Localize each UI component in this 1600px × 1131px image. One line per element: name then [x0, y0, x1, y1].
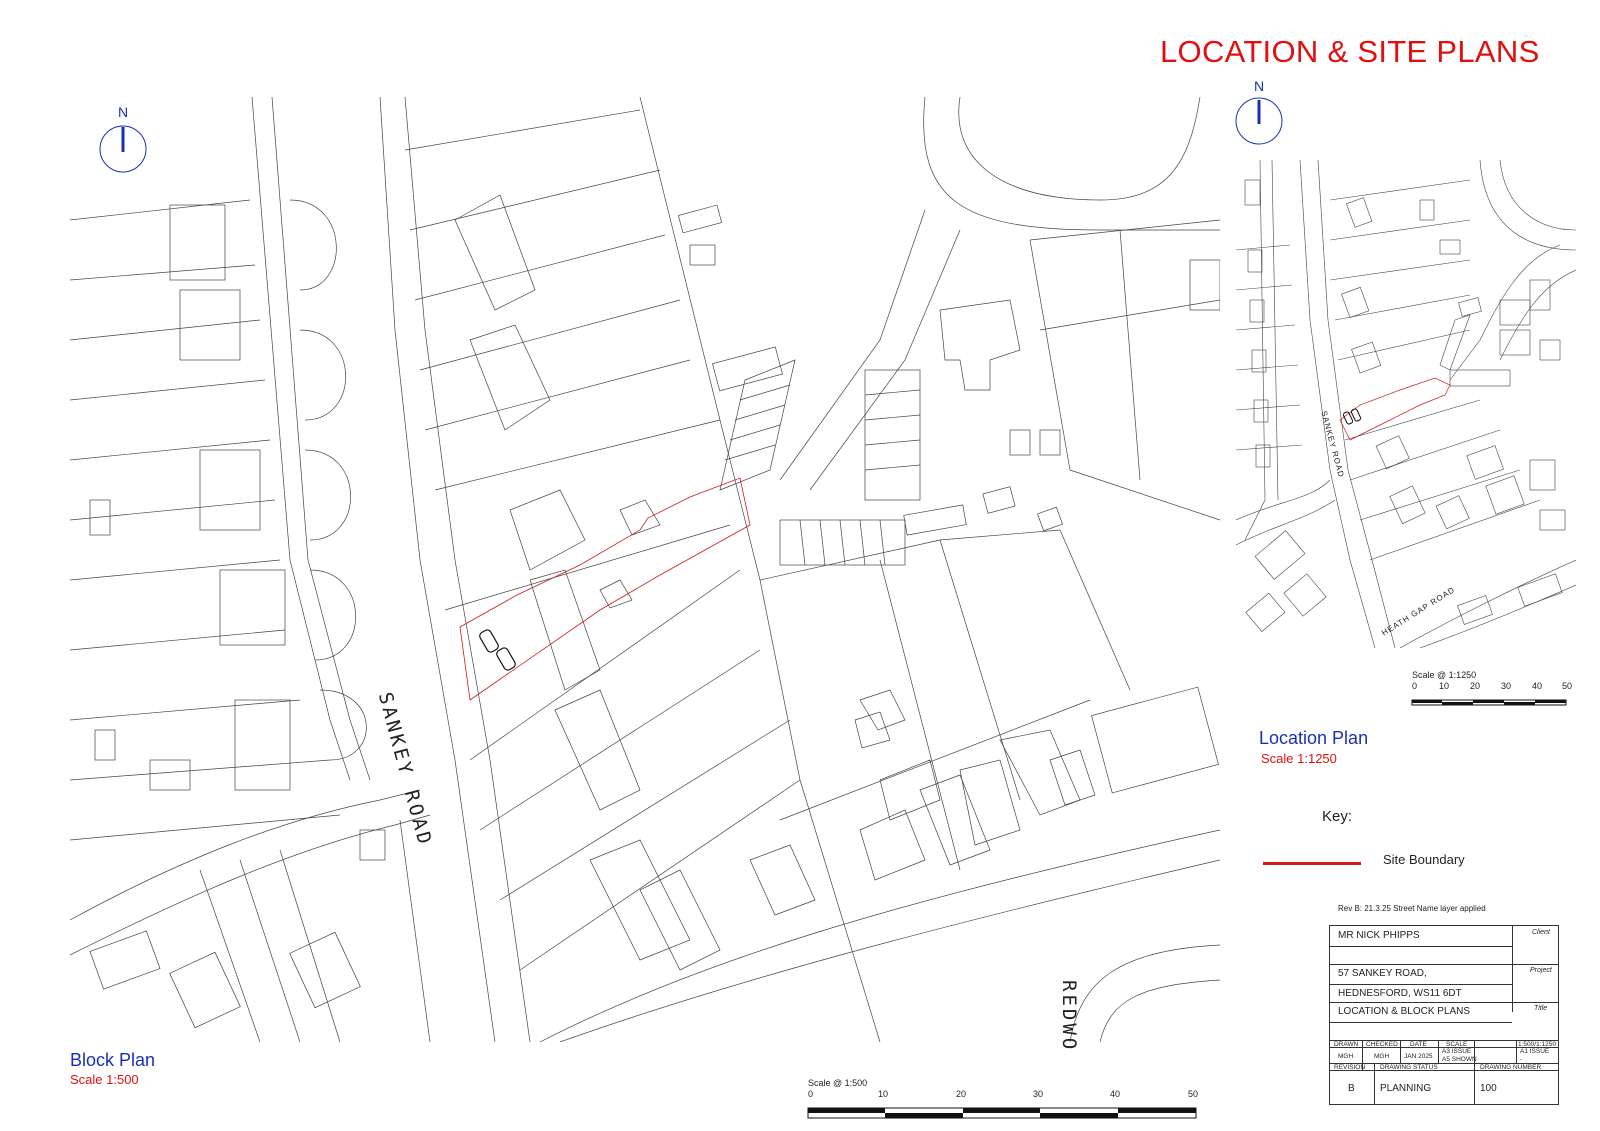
location-plan-title: Location Plan	[1259, 728, 1369, 748]
scalebar-location-tick: 30	[1501, 681, 1512, 691]
key-label-site-boundary: Site Boundary	[1383, 852, 1465, 867]
scalebar-location-tick: 10	[1439, 681, 1450, 691]
scalebar-location-tick: 20	[1470, 681, 1481, 691]
scalebar-block-tick: 50	[1188, 1089, 1199, 1099]
north-label-block: N	[118, 104, 129, 120]
a5-shown-label: A5 SHOWN	[1442, 1056, 1477, 1063]
title-label: Title	[1534, 1005, 1548, 1012]
drawing-title: LOCATION & SITE PLANS	[1160, 34, 1540, 69]
project-line-1: 57 SANKEY ROAD,	[1338, 968, 1427, 979]
drawn-label: DRAWN	[1334, 1041, 1359, 1048]
block-plan-scale: Scale 1:500	[70, 1072, 139, 1087]
site-boundary-swatch	[1263, 862, 1361, 865]
scalebar-location-tick: 50	[1562, 681, 1573, 691]
scalebar-block-tick: 20	[956, 1089, 967, 1099]
block-plan-linework	[70, 97, 1220, 1042]
location-plan-linework	[1236, 160, 1576, 648]
a1-issue-label: A1 ISSUE	[1520, 1048, 1550, 1055]
parked-cars-block	[478, 628, 516, 671]
checked-value: MGH	[1374, 1053, 1390, 1060]
location-plan-scale: Scale 1:1250	[1261, 751, 1337, 766]
parked-cars-location	[1343, 408, 1362, 424]
scalebar-block-tick: 10	[878, 1089, 889, 1099]
scalebar-block-label: Scale @ 1:500	[808, 1078, 868, 1088]
block-plan-title: Block Plan	[70, 1050, 156, 1070]
date-value: JAN 2025	[1404, 1053, 1433, 1060]
date-label: DATE	[1410, 1041, 1427, 1048]
scale-value: 1:500/1:1250	[1518, 1041, 1556, 1048]
north-arrow-block	[100, 126, 146, 172]
drawing-title-text: LOCATION & BLOCK PLANS	[1338, 1006, 1471, 1017]
checked-label: CHECKED	[1366, 1041, 1398, 1048]
drawing-status-value: PLANNING	[1380, 1083, 1432, 1094]
scalebar-location-graphic	[1412, 700, 1566, 705]
scalebar-block-tick: 40	[1110, 1089, 1121, 1099]
key-title: Key:	[1322, 808, 1353, 825]
project-line-2: HEDNESFORD, WS11 6DT	[1338, 988, 1462, 999]
revision-note: Rev B: 21.3.25 Street Name layer applied	[1338, 904, 1486, 913]
project-label: Project	[1530, 967, 1552, 974]
scalebar-location-label: Scale @ 1:1250	[1412, 670, 1477, 680]
street-label-redwood-block: REDWO	[1058, 980, 1080, 1053]
scale-label: SCALE	[1446, 1041, 1468, 1048]
scalebar-block-graphic	[808, 1108, 1196, 1118]
revision-value: B	[1348, 1083, 1355, 1094]
scalebar-location-tick: 40	[1532, 681, 1543, 691]
client-name: MR NICK PHIPPS	[1338, 930, 1420, 941]
drawing-status-label: DRAWING STATUS	[1380, 1064, 1438, 1071]
title-block	[1329, 925, 1559, 1105]
a3-issue-label: A3 ISSUE	[1442, 1048, 1472, 1055]
scalebar-block-tick: 30	[1033, 1089, 1044, 1099]
revision-label: REVISION	[1334, 1064, 1366, 1071]
street-label-heathgap-location: HEATH GAP ROAD	[1380, 585, 1457, 638]
client-label: Client	[1532, 929, 1550, 936]
a5-shown-value: -	[1520, 1056, 1523, 1063]
street-label-sankey-block: SANKEY ROAD	[373, 690, 437, 850]
street-label-sankey-location: SANKEY ROAD	[1319, 410, 1346, 479]
drawing-number-label: DRAWING NUMBER	[1480, 1064, 1542, 1071]
north-label-location: N	[1254, 78, 1265, 94]
scalebar-location-tick: 0	[1412, 681, 1418, 691]
drawn-value: MGH	[1338, 1053, 1354, 1060]
scalebar-block-tick: 0	[808, 1089, 814, 1099]
drawing-number-value: 100	[1480, 1083, 1497, 1094]
north-arrow-location	[1236, 98, 1282, 144]
